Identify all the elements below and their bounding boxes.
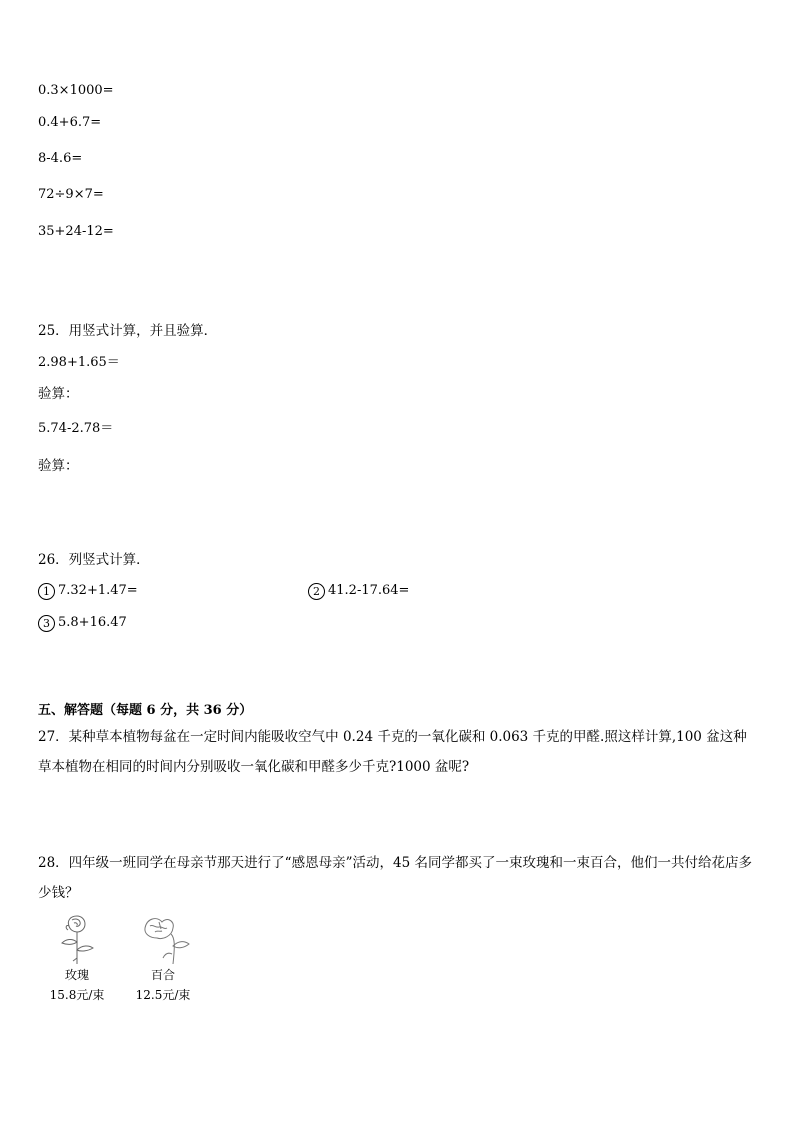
q25-check-2: 验算：: [38, 458, 79, 474]
q26-expr-3: 5.8+16.47: [58, 615, 127, 630]
circled-number: 3: [38, 615, 55, 632]
q26-title: 26．列竖式计算．: [38, 552, 150, 568]
q27-text: 27．某种草本植物每盆在一定时间内能吸收空气中 0.24 千克的一氧化碳和 0.063 千克的甲醛.照这样计算,100 盆这种草本植物在相同的时间内分别吸收一氧化碳和甲醛多少千克?1000 盆呢?: [38, 729, 747, 775]
q25-check-1: 验算：: [38, 386, 79, 402]
q25-expr-1: 2.98+1.65＝: [38, 355, 120, 370]
oral-calc-3: 8-4.6=: [38, 151, 83, 166]
q25-title: 25．用竖式计算，并且验算．: [38, 323, 218, 339]
q26-item-2: [308, 582, 409, 600]
q26-expr-1: 7.32+1.47=: [58, 583, 138, 598]
oral-calc-5: 35+24-12=: [38, 224, 114, 239]
q26-item-1: [38, 582, 138, 600]
rose-item: [42, 912, 112, 1003]
q26-item-3: [38, 614, 127, 632]
lily-item: [128, 912, 198, 1003]
rose-icon: [52, 912, 102, 964]
oral-calc-2: 0.4+6.7=: [38, 115, 102, 130]
flower-figure: [38, 912, 208, 1007]
rose-price: 15.8元/束: [49, 988, 105, 1002]
q28-text: 28．四年级一班同学在母亲节那天进行了“感恩母亲”活动，45 名同学都买了一束玫瑰和一束百合，他们一共付给花店多少钱？: [38, 855, 752, 901]
oral-calc-1: 0.3×1000=: [38, 83, 114, 98]
circled-number: 2: [308, 583, 325, 600]
rose-name: 玫瑰: [64, 968, 89, 982]
q26-expr-2: 41.2-17.64=: [328, 583, 410, 598]
lily-icon: [135, 912, 191, 964]
section-5-heading: 五、解答题（每题 6 分，共 36 分）: [38, 703, 253, 718]
lily-name: 百合: [150, 968, 175, 982]
lily-price: 12.5元/束: [135, 988, 191, 1002]
circled-number: 1: [38, 583, 55, 600]
oral-calc-4: 72÷9×7=: [38, 187, 104, 202]
q25-expr-2: 5.74-2.78＝: [38, 421, 114, 436]
